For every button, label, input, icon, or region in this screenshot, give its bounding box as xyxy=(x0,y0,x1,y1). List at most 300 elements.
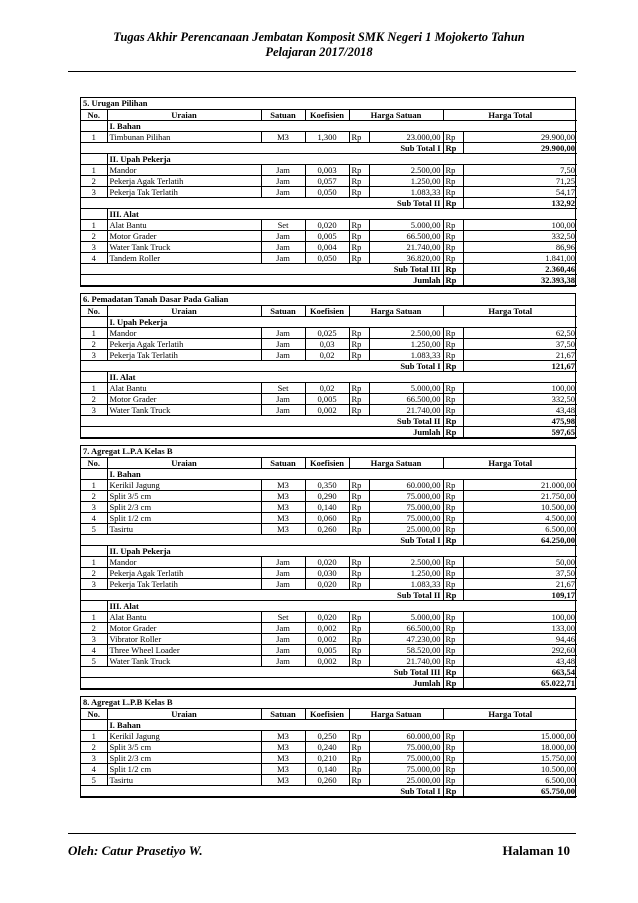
table-row xyxy=(81,187,577,198)
table-row xyxy=(81,557,577,568)
item-harga-satuan: 60.000,00 xyxy=(369,480,443,491)
table-header-row xyxy=(81,458,577,469)
column-header: Harga Satuan xyxy=(349,709,443,720)
item-uraian: Mandor xyxy=(107,328,261,339)
item-currency: Rp xyxy=(349,242,369,253)
item-uraian: Split 1/2 cm xyxy=(107,764,261,775)
item-no: 3 xyxy=(81,187,107,198)
group-spacer xyxy=(81,469,107,480)
item-uraian: Pekerja Tak Terlatih xyxy=(107,579,261,590)
item-currency: Rp xyxy=(443,513,463,524)
item-currency: Rp xyxy=(443,742,463,753)
column-header: Harga Total xyxy=(443,306,577,317)
subtotal-label: Sub Total III xyxy=(369,667,443,678)
item-satuan: Jam xyxy=(261,328,305,339)
item-no: 4 xyxy=(81,764,107,775)
item-harga-satuan: 75.000,00 xyxy=(369,513,443,524)
table-row xyxy=(81,165,577,176)
item-harga-total: 100,00 xyxy=(463,220,577,231)
item-harga-total: 6.500,00 xyxy=(463,775,577,786)
item-koefisien: 0,260 xyxy=(305,775,349,786)
subtotal-spacer xyxy=(81,535,369,546)
item-harga-satuan: 21.740,00 xyxy=(369,656,443,667)
item-currency: Rp xyxy=(443,568,463,579)
item-uraian: Alat Bantu xyxy=(107,612,261,623)
item-satuan: M3 xyxy=(261,742,305,753)
group-spacer xyxy=(81,546,107,557)
item-uraian: Mandor xyxy=(107,165,261,176)
item-harga-total: 10.500,00 xyxy=(463,502,577,513)
item-harga-satuan: 21.740,00 xyxy=(369,405,443,416)
item-no: 2 xyxy=(81,176,107,187)
group-label: I. Bahan xyxy=(107,469,577,480)
item-currency: Rp xyxy=(349,350,369,361)
subtotal-spacer xyxy=(81,590,369,601)
item-currency: Rp xyxy=(349,645,369,656)
item-satuan: Jam xyxy=(261,623,305,634)
subtotal-currency: Rp xyxy=(443,264,463,275)
item-currency: Rp xyxy=(349,339,369,350)
group-spacer xyxy=(81,209,107,220)
item-no: 1 xyxy=(81,480,107,491)
item-harga-satuan: 58.520,00 xyxy=(369,645,443,656)
table-row xyxy=(81,524,577,535)
item-harga-total: 21,67 xyxy=(463,350,577,361)
item-harga-satuan: 5.000,00 xyxy=(369,612,443,623)
header-rule xyxy=(68,71,576,72)
group-label: II. Upah Pekerja xyxy=(107,154,577,165)
item-harga-total: 71,25 xyxy=(463,176,577,187)
subtotal-label: Sub Total I xyxy=(369,535,443,546)
item-satuan: M3 xyxy=(261,775,305,786)
item-satuan: Set xyxy=(261,383,305,394)
item-no: 1 xyxy=(81,731,107,742)
column-header: No. xyxy=(81,709,107,720)
section-table xyxy=(81,458,577,689)
item-currency: Rp xyxy=(443,524,463,535)
table-row xyxy=(81,339,577,350)
item-no: 2 xyxy=(81,394,107,405)
item-no: 1 xyxy=(81,132,107,143)
group-label: I. Bahan xyxy=(107,121,577,132)
item-currency: Rp xyxy=(443,405,463,416)
item-koefisien: 0,02 xyxy=(305,383,349,394)
item-koefisien: 0,050 xyxy=(305,187,349,198)
table-row xyxy=(81,623,577,634)
item-currency: Rp xyxy=(349,405,369,416)
table-row xyxy=(81,742,577,753)
item-koefisien: 0,020 xyxy=(305,612,349,623)
item-harga-total: 43,48 xyxy=(463,656,577,667)
subtotal-row xyxy=(81,416,577,427)
item-koefisien: 0,005 xyxy=(305,394,349,405)
item-satuan: Jam xyxy=(261,231,305,242)
item-currency: Rp xyxy=(349,557,369,568)
item-uraian: Water Tank Truck xyxy=(107,656,261,667)
group-row xyxy=(81,121,577,132)
item-currency: Rp xyxy=(349,742,369,753)
item-harga-total: 43,48 xyxy=(463,405,577,416)
subtotal-spacer xyxy=(81,264,369,275)
item-harga-satuan: 66.500,00 xyxy=(369,231,443,242)
item-harga-total: 1.841,00 xyxy=(463,253,577,264)
item-harga-total: 29.900,00 xyxy=(463,132,577,143)
item-harga-satuan: 47.230,00 xyxy=(369,634,443,645)
item-currency: Rp xyxy=(349,176,369,187)
subtotal-spacer xyxy=(81,786,369,797)
item-harga-total: 21.750,00 xyxy=(463,491,577,502)
item-currency: Rp xyxy=(349,383,369,394)
item-harga-satuan: 1.250,00 xyxy=(369,568,443,579)
group-row xyxy=(81,372,577,383)
item-koefisien: 0,240 xyxy=(305,742,349,753)
item-no: 5 xyxy=(81,524,107,535)
item-koefisien: 0,140 xyxy=(305,502,349,513)
column-header: Uraian xyxy=(107,306,261,317)
item-harga-satuan: 5.000,00 xyxy=(369,383,443,394)
item-uraian: Tasirtu xyxy=(107,524,261,535)
item-currency: Rp xyxy=(349,656,369,667)
subtotal-currency: Rp xyxy=(443,416,463,427)
column-header: No. xyxy=(81,458,107,469)
item-uraian: Alat Bantu xyxy=(107,383,261,394)
group-spacer xyxy=(81,317,107,328)
item-uraian: Three Wheel Loader xyxy=(107,645,261,656)
section-table xyxy=(81,709,577,797)
item-currency: Rp xyxy=(443,339,463,350)
item-currency: Rp xyxy=(349,612,369,623)
item-koefisien: 1,300 xyxy=(305,132,349,143)
item-uraian: Tasirtu xyxy=(107,775,261,786)
subtotal-spacer xyxy=(81,678,369,689)
subtotal-currency: Rp xyxy=(443,275,463,286)
item-uraian: Pekerja Tak Terlatih xyxy=(107,350,261,361)
subtotal-label: Sub Total II xyxy=(369,416,443,427)
group-spacer xyxy=(81,154,107,165)
group-label: I. Upah Pekerja xyxy=(107,317,577,328)
item-uraian: Motor Grader xyxy=(107,623,261,634)
item-satuan: M3 xyxy=(261,524,305,535)
item-satuan: M3 xyxy=(261,132,305,143)
group-label: I. Bahan xyxy=(107,720,577,731)
item-currency: Rp xyxy=(443,502,463,513)
table-row xyxy=(81,480,577,491)
group-spacer xyxy=(81,121,107,132)
item-uraian: Pekerja Agak Terlatih xyxy=(107,176,261,187)
section-block xyxy=(80,97,576,287)
subtotal-value: 2.360,46 xyxy=(463,264,577,275)
item-no: 3 xyxy=(81,579,107,590)
item-harga-total: 133,00 xyxy=(463,623,577,634)
item-satuan: Set xyxy=(261,220,305,231)
subtotal-label: Jumlah xyxy=(369,427,443,438)
item-satuan: Jam xyxy=(261,405,305,416)
item-no: 1 xyxy=(81,383,107,394)
table-row xyxy=(81,645,577,656)
item-no: 2 xyxy=(81,742,107,753)
item-currency: Rp xyxy=(349,328,369,339)
item-currency: Rp xyxy=(349,753,369,764)
item-harga-satuan: 2.500,00 xyxy=(369,557,443,568)
footer-rule xyxy=(68,833,576,834)
item-harga-satuan: 25.000,00 xyxy=(369,775,443,786)
subtotal-label: Sub Total II xyxy=(369,590,443,601)
item-currency: Rp xyxy=(443,394,463,405)
column-header: Koefisien xyxy=(305,306,349,317)
group-row xyxy=(81,469,577,480)
item-koefisien: 0,002 xyxy=(305,405,349,416)
column-header: Harga Total xyxy=(443,709,577,720)
item-harga-satuan: 2.500,00 xyxy=(369,328,443,339)
column-header: Uraian xyxy=(107,709,261,720)
item-koefisien: 0,210 xyxy=(305,753,349,764)
item-uraian: Motor Grader xyxy=(107,394,261,405)
item-koefisien: 0,350 xyxy=(305,480,349,491)
item-harga-satuan: 75.000,00 xyxy=(369,502,443,513)
section-title: 6. Pemadatan Tanah Dasar Pada Galian xyxy=(81,294,575,306)
item-harga-total: 332,50 xyxy=(463,394,577,405)
item-uraian: Split 3/5 cm xyxy=(107,491,261,502)
column-header: Harga Satuan xyxy=(349,458,443,469)
table-row xyxy=(81,328,577,339)
section-title: 5. Urugan Pilihan xyxy=(81,98,575,110)
subtotal-label: Sub Total II xyxy=(369,198,443,209)
item-satuan: Set xyxy=(261,612,305,623)
item-harga-total: 94,46 xyxy=(463,634,577,645)
item-satuan: Jam xyxy=(261,579,305,590)
subtotal-currency: Rp xyxy=(443,143,463,154)
group-row xyxy=(81,601,577,612)
item-currency: Rp xyxy=(349,231,369,242)
section-table xyxy=(81,110,577,286)
item-harga-total: 100,00 xyxy=(463,383,577,394)
item-currency: Rp xyxy=(443,579,463,590)
group-spacer xyxy=(81,720,107,731)
item-currency: Rp xyxy=(349,579,369,590)
item-no: 4 xyxy=(81,645,107,656)
item-satuan: M3 xyxy=(261,753,305,764)
item-harga-total: 100,00 xyxy=(463,612,577,623)
column-header: Satuan xyxy=(261,709,305,720)
item-no: 3 xyxy=(81,502,107,513)
subtotal-spacer xyxy=(81,427,369,438)
table-header-row xyxy=(81,709,577,720)
item-currency: Rp xyxy=(443,132,463,143)
item-harga-satuan: 36.820,00 xyxy=(369,253,443,264)
column-header: Koefisien xyxy=(305,709,349,720)
item-harga-satuan: 75.000,00 xyxy=(369,753,443,764)
item-currency: Rp xyxy=(443,220,463,231)
item-harga-total: 15.000,00 xyxy=(463,731,577,742)
item-uraian: Water Tank Truck xyxy=(107,242,261,253)
subtotal-row xyxy=(81,678,577,689)
section-block xyxy=(80,445,576,690)
item-satuan: M3 xyxy=(261,480,305,491)
column-header: Satuan xyxy=(261,110,305,121)
item-uraian: Split 2/3 cm xyxy=(107,753,261,764)
item-koefisien: 0,02 xyxy=(305,350,349,361)
group-label: III. Alat xyxy=(107,601,577,612)
item-currency: Rp xyxy=(443,383,463,394)
item-no: 3 xyxy=(81,405,107,416)
header-title-line-2: Pelajaran 2017/2018 xyxy=(265,45,373,59)
item-currency: Rp xyxy=(349,480,369,491)
table-row xyxy=(81,405,577,416)
group-row xyxy=(81,720,577,731)
item-koefisien: 0,020 xyxy=(305,220,349,231)
item-currency: Rp xyxy=(349,394,369,405)
item-no: 3 xyxy=(81,242,107,253)
item-no: 2 xyxy=(81,568,107,579)
subtotal-row xyxy=(81,361,577,372)
item-koefisien: 0,005 xyxy=(305,231,349,242)
group-row xyxy=(81,154,577,165)
item-currency: Rp xyxy=(349,165,369,176)
item-harga-total: 86,96 xyxy=(463,242,577,253)
item-satuan: Jam xyxy=(261,656,305,667)
item-currency: Rp xyxy=(349,634,369,645)
item-koefisien: 0,025 xyxy=(305,328,349,339)
item-satuan: Jam xyxy=(261,176,305,187)
item-harga-total: 332,50 xyxy=(463,231,577,242)
item-currency: Rp xyxy=(443,623,463,634)
item-no: 1 xyxy=(81,165,107,176)
subtotal-label: Sub Total III xyxy=(369,264,443,275)
table-row xyxy=(81,568,577,579)
subtotal-currency: Rp xyxy=(443,590,463,601)
item-currency: Rp xyxy=(443,350,463,361)
item-satuan: Jam xyxy=(261,645,305,656)
item-harga-total: 21,67 xyxy=(463,579,577,590)
item-no: 3 xyxy=(81,350,107,361)
item-uraian: Timbunan Pilihan xyxy=(107,132,261,143)
column-header: No. xyxy=(81,306,107,317)
item-currency: Rp xyxy=(443,176,463,187)
item-koefisien: 0,057 xyxy=(305,176,349,187)
subtotal-currency: Rp xyxy=(443,535,463,546)
section-block xyxy=(80,696,576,798)
item-harga-satuan: 1.250,00 xyxy=(369,339,443,350)
item-no: 3 xyxy=(81,634,107,645)
item-koefisien: 0,002 xyxy=(305,634,349,645)
group-row xyxy=(81,546,577,557)
item-harga-satuan: 21.740,00 xyxy=(369,242,443,253)
subtotal-value: 132,92 xyxy=(463,198,577,209)
item-harga-satuan: 1.083,33 xyxy=(369,350,443,361)
item-no: 4 xyxy=(81,253,107,264)
item-harga-total: 15.750,00 xyxy=(463,753,577,764)
item-uraian: Alat Bantu xyxy=(107,220,261,231)
subtotal-label: Sub Total I xyxy=(369,361,443,372)
group-label: II. Upah Pekerja xyxy=(107,546,577,557)
column-header: Harga Satuan xyxy=(349,110,443,121)
item-satuan: M3 xyxy=(261,731,305,742)
item-currency: Rp xyxy=(443,775,463,786)
item-koefisien: 0,020 xyxy=(305,579,349,590)
item-koefisien: 0,140 xyxy=(305,764,349,775)
cost-analysis-sections xyxy=(80,97,576,804)
table-row xyxy=(81,231,577,242)
item-harga-total: 7,50 xyxy=(463,165,577,176)
column-header: No. xyxy=(81,110,107,121)
table-row xyxy=(81,394,577,405)
table-row xyxy=(81,731,577,742)
subtotal-value: 32.393,38 xyxy=(463,275,577,286)
item-currency: Rp xyxy=(349,253,369,264)
table-row xyxy=(81,132,577,143)
item-satuan: Jam xyxy=(261,557,305,568)
section-title: 8. Agregat L.P.B Kelas B xyxy=(81,697,575,709)
item-currency: Rp xyxy=(443,231,463,242)
column-header: Uraian xyxy=(107,458,261,469)
item-satuan: Jam xyxy=(261,187,305,198)
item-harga-satuan: 2.500,00 xyxy=(369,165,443,176)
footer-page-number: Halaman 10 xyxy=(502,843,570,858)
item-harga-satuan: 66.500,00 xyxy=(369,623,443,634)
table-row xyxy=(81,220,577,231)
subtotal-spacer xyxy=(81,143,369,154)
table-row xyxy=(81,753,577,764)
item-uraian: Water Tank Truck xyxy=(107,405,261,416)
item-satuan: Jam xyxy=(261,253,305,264)
item-uraian: Kerikil Jagung xyxy=(107,731,261,742)
subtotal-row xyxy=(81,427,577,438)
item-koefisien: 0,250 xyxy=(305,731,349,742)
subtotal-value: 64.250,00 xyxy=(463,535,577,546)
subtotal-value: 65.022,71 xyxy=(463,678,577,689)
item-uraian: Pekerja Agak Terlatih xyxy=(107,568,261,579)
subtotal-row xyxy=(81,590,577,601)
item-no: 5 xyxy=(81,656,107,667)
subtotal-currency: Rp xyxy=(443,361,463,372)
subtotal-row xyxy=(81,275,577,286)
item-uraian: Tandem Roller xyxy=(107,253,261,264)
item-currency: Rp xyxy=(349,187,369,198)
item-currency: Rp xyxy=(349,491,369,502)
group-row xyxy=(81,317,577,328)
table-header-row xyxy=(81,110,577,121)
item-currency: Rp xyxy=(443,753,463,764)
item-no: 1 xyxy=(81,612,107,623)
item-harga-total: 21.000,00 xyxy=(463,480,577,491)
subtotal-spacer xyxy=(81,361,369,372)
subtotal-row xyxy=(81,667,577,678)
subtotal-currency: Rp xyxy=(443,786,463,797)
subtotal-spacer xyxy=(81,275,369,286)
item-satuan: M3 xyxy=(261,491,305,502)
item-koefisien: 0,050 xyxy=(305,253,349,264)
item-harga-total: 4.500,00 xyxy=(463,513,577,524)
item-currency: Rp xyxy=(349,132,369,143)
item-harga-satuan: 25.000,00 xyxy=(369,524,443,535)
table-row xyxy=(81,612,577,623)
item-harga-satuan: 1.083,33 xyxy=(369,187,443,198)
subtotal-row xyxy=(81,786,577,797)
subtotal-spacer xyxy=(81,667,369,678)
item-currency: Rp xyxy=(443,165,463,176)
item-koefisien: 0,260 xyxy=(305,524,349,535)
item-no: 1 xyxy=(81,557,107,568)
item-currency: Rp xyxy=(443,253,463,264)
subtotal-label: Sub Total I xyxy=(369,786,443,797)
item-satuan: Jam xyxy=(261,165,305,176)
column-header: Satuan xyxy=(261,458,305,469)
item-currency: Rp xyxy=(443,612,463,623)
column-header: Koefisien xyxy=(305,110,349,121)
table-row xyxy=(81,242,577,253)
group-label: III. Alat xyxy=(107,209,577,220)
item-harga-satuan: 75.000,00 xyxy=(369,491,443,502)
